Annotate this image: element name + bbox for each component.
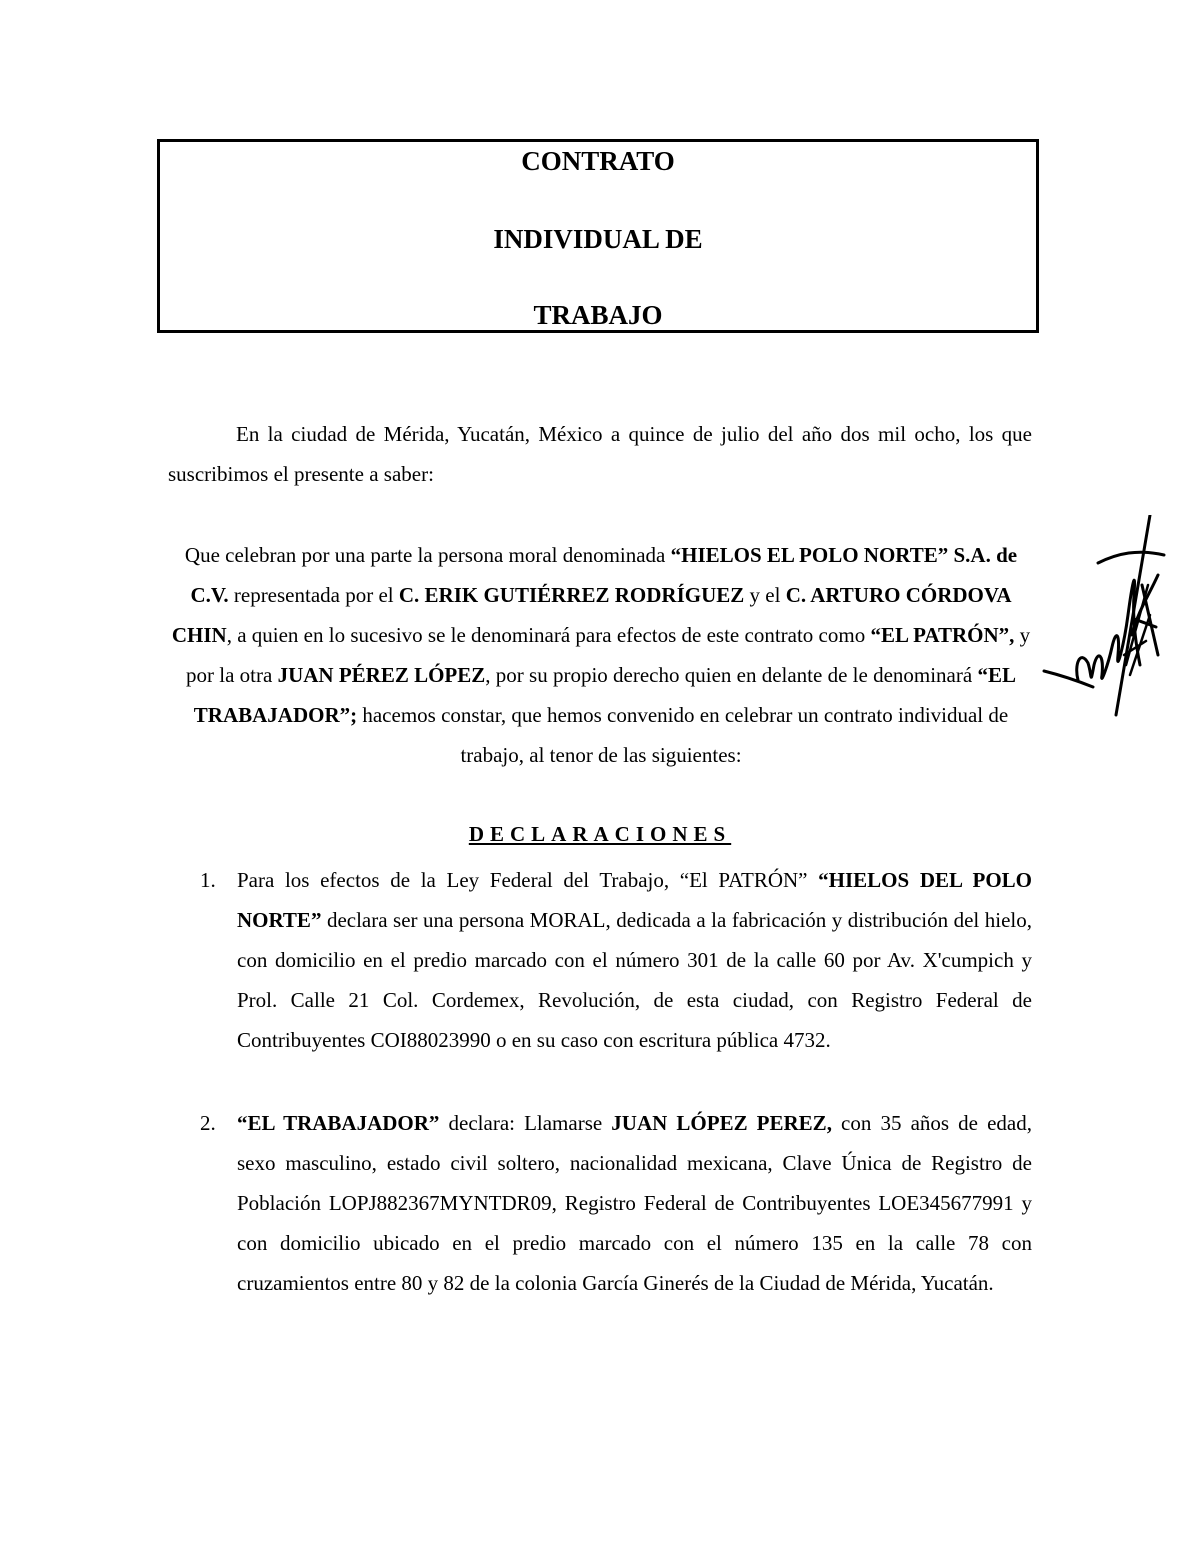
parties-text-6: , por su propio derecho quien en delante de le denominará bbox=[485, 663, 978, 687]
item-2-text-1: declara: Llamarse bbox=[439, 1111, 612, 1135]
company-name: “HIELOS EL POLO NORTE” S.A. de C.V. bbox=[190, 543, 1018, 607]
title-line-1: CONTRATO bbox=[521, 146, 675, 176]
employer-term: “EL PATRÓN”, bbox=[870, 623, 1015, 647]
item-2-text-2: con 35 años de edad, sexo masculino, estado civil soltero, nacionalidad mexicana, Clave Única de Registro de Población LOPJ882367MYNTDR09, Registro Federal de Contribuyentes LOE345677991 y con domicilio ubicado en el predio marcado con el número 135 en la calle 78 con cruzamientos entre 80 y 82 de la colonia García Ginerés de la Ciudad de Mérida, Yucatán. bbox=[237, 1111, 1032, 1295]
declarations-heading: DECLARACIONES bbox=[468, 822, 732, 846]
title-box bbox=[157, 139, 1039, 333]
parties-text-4: , a quien en lo sucesivo se le denominará para efectos de este contrato como bbox=[226, 623, 871, 647]
item-1-number: 1. bbox=[200, 868, 216, 892]
worker-name: JUAN PÉREZ LÓPEZ bbox=[277, 663, 486, 687]
signature-image bbox=[1038, 515, 1168, 720]
parties-text-3: y el bbox=[744, 583, 786, 607]
item-2-number: 2. bbox=[200, 1111, 216, 1135]
intro-paragraph: En la ciudad de Mérida, Yucatán, México a quince de julio del año dos mil ocho, los que suscribimos el presente a saber: bbox=[168, 422, 1032, 486]
parties-paragraph bbox=[170, 535, 1032, 775]
declaration-item-1 bbox=[237, 860, 1032, 1060]
worker-term: “EL TRABAJADOR”; bbox=[193, 663, 1016, 727]
item-1-text-1: Para los efectos de la Ley Federal del Trabajo, “El PATRÓN” bbox=[237, 868, 819, 892]
representative-2: C. ARTURO CÓRDOVA CHIN bbox=[171, 583, 1012, 647]
title-line-3: TRABAJO bbox=[533, 300, 663, 330]
item-1-text-2: declara ser una persona MORAL, dedicada a la fabricación y distribución del hielo, con domicilio en el predio marcado con el número 301 de la calle 60 por Av. X'cumpich y Prol. Calle 21 Col. Cordemex, Revolución, de esta ciudad, con Registro Federal de Contribuyentes COI88023990 o en su caso con escritura pública 4732. bbox=[237, 908, 1032, 1052]
item-1-company: “HIELOS DEL POLO NORTE” bbox=[237, 868, 1032, 932]
parties-text-7: hacemos constar, que hemos convenido en celebrar un contrato individual de trabajo, al tenor de las siguientes: bbox=[357, 703, 1009, 767]
item-2-worker-term: “EL TRABAJADOR” bbox=[237, 1111, 440, 1135]
parties-text-2: representada por el bbox=[228, 583, 399, 607]
declaration-item-2 bbox=[237, 1103, 1032, 1303]
title-line-2: INDIVIDUAL DE bbox=[493, 224, 703, 254]
representative-1: C. ERIK GUTIÉRREZ RODRÍGUEZ bbox=[398, 583, 745, 607]
parties-text-5: y por la otra bbox=[186, 623, 1031, 687]
parties-text-1: Que celebran por una parte la persona moral denominada bbox=[184, 543, 671, 567]
item-2-worker-name: JUAN LÓPEZ PEREZ, bbox=[611, 1111, 832, 1135]
